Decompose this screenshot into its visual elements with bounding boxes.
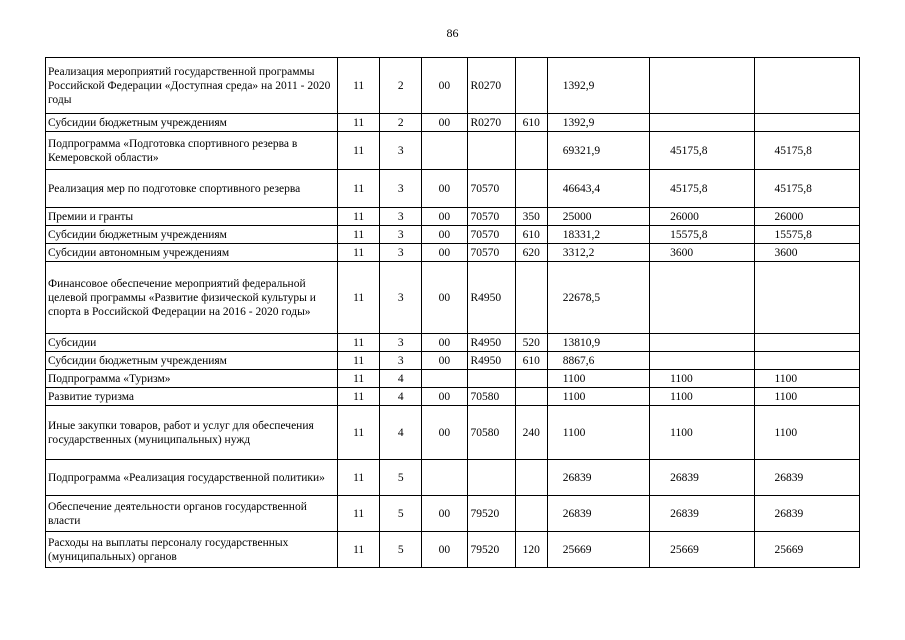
cell-amount-year2 [650,114,754,132]
cell-target-article [467,132,515,170]
cell-amount-year1: 1100 [547,388,649,406]
cell-subprogram [422,132,467,170]
cell-amount-year1: 26839 [547,496,649,532]
cell-amount-year2: 26839 [650,496,754,532]
table-row [46,170,860,208]
cell-amount-year2: 26839 [650,460,754,496]
cell-amount-year2: 45175,8 [650,170,754,208]
cell-name: Подпрограмма «Подготовка спортивного резерва в Кемеровской области» [46,132,338,170]
cell-amount-year1: 46643,4 [547,170,649,208]
cell-target-article: R0270 [467,114,515,132]
cell-subprogram [422,370,467,388]
cell-section: 11 [338,262,380,334]
table-row [46,58,860,114]
cell-subprogram: 00 [422,262,467,334]
cell-amount-year1: 26839 [547,460,649,496]
cell-amount-year2 [650,352,754,370]
cell-subsection: 3 [380,334,422,352]
cell-amount-year2: 15575,8 [650,226,754,244]
cell-amount-year1: 1392,9 [547,58,649,114]
cell-amount-year1: 22678,5 [547,262,649,334]
cell-amount-year1: 1100 [547,370,649,388]
cell-amount-year1: 3312,2 [547,244,649,262]
cell-section: 11 [338,334,380,352]
cell-target-article: 70570 [467,208,515,226]
cell-name: Расходы на выплаты персоналу государственных (муниципальных) органов [46,532,338,568]
cell-amount-year1: 13810,9 [547,334,649,352]
cell-target-article: R4950 [467,262,515,334]
cell-name: Подпрограмма «Реализация государственной политики» [46,460,338,496]
cell-section: 11 [338,208,380,226]
cell-name: Развитие туризма [46,388,338,406]
cell-subprogram: 00 [422,496,467,532]
table-row [46,334,860,352]
cell-amount-year2: 1100 [650,406,754,460]
table-row [46,226,860,244]
cell-amount-year3: 1100 [754,370,859,388]
cell-amount-year1: 1100 [547,406,649,460]
cell-section: 11 [338,532,380,568]
cell-subsection: 3 [380,226,422,244]
cell-amount-year3: 1100 [754,406,859,460]
cell-name: Подпрограмма «Туризм» [46,370,338,388]
cell-amount-year2: 1100 [650,370,754,388]
cell-target-article [467,370,515,388]
cell-subprogram: 00 [422,114,467,132]
budget-table [45,57,860,568]
cell-amount-year3 [754,352,859,370]
cell-expense-type [515,370,547,388]
cell-expense-type: 610 [515,352,547,370]
cell-expense-type [515,388,547,406]
cell-target-article: 79520 [467,532,515,568]
cell-section: 11 [338,352,380,370]
cell-target-article: 70570 [467,170,515,208]
cell-section: 11 [338,114,380,132]
cell-amount-year2: 26000 [650,208,754,226]
cell-section: 11 [338,58,380,114]
table-row [46,460,860,496]
cell-expense-type [515,58,547,114]
cell-subprogram: 00 [422,208,467,226]
cell-section: 11 [338,244,380,262]
cell-name: Иные закупки товаров, работ и услуг для обеспечения государственных (муниципальных) нужд [46,406,338,460]
cell-amount-year1: 8867,6 [547,352,649,370]
cell-subsection: 3 [380,352,422,370]
cell-amount-year3 [754,262,859,334]
cell-expense-type: 610 [515,114,547,132]
cell-expense-type [515,132,547,170]
cell-name: Реализация мероприятий государственной программы Российской Федерации «Доступная среда» на 2011 - 2020 годы [46,58,338,114]
cell-expense-type [515,496,547,532]
cell-section: 11 [338,460,380,496]
cell-amount-year3: 26839 [754,460,859,496]
cell-subprogram: 00 [422,532,467,568]
cell-name: Финансовое обеспечение мероприятий федеральной целевой программы «Развитие физической культуры и спорта в Российской Федерации на 2016 - 2020 годы» [46,262,338,334]
cell-amount-year3: 1100 [754,388,859,406]
cell-target-article: 70570 [467,226,515,244]
page-number: 86 [446,26,459,40]
cell-name: Обеспечение деятельности органов государственной власти [46,496,338,532]
cell-subsection: 5 [380,460,422,496]
cell-amount-year2: 3600 [650,244,754,262]
cell-amount-year2: 45175,8 [650,132,754,170]
table-row [46,406,860,460]
cell-expense-type [515,460,547,496]
cell-target-article: 70580 [467,406,515,460]
cell-subsection: 3 [380,208,422,226]
cell-amount-year3: 26000 [754,208,859,226]
table-body [46,58,860,568]
cell-amount-year3 [754,334,859,352]
cell-amount-year3 [754,58,859,114]
cell-section: 11 [338,406,380,460]
cell-target-article: R4950 [467,334,515,352]
cell-subprogram: 00 [422,226,467,244]
cell-amount-year3: 25669 [754,532,859,568]
cell-amount-year2 [650,58,754,114]
cell-subsection: 3 [380,132,422,170]
cell-section: 11 [338,226,380,244]
cell-expense-type: 620 [515,244,547,262]
cell-amount-year3: 45175,8 [754,132,859,170]
cell-target-article: R0270 [467,58,515,114]
cell-expense-type: 120 [515,532,547,568]
cell-subprogram: 00 [422,406,467,460]
cell-section: 11 [338,170,380,208]
cell-subprogram [422,460,467,496]
cell-expense-type: 520 [515,334,547,352]
cell-subsection: 3 [380,244,422,262]
table-row [46,388,860,406]
cell-amount-year3: 26839 [754,496,859,532]
cell-subprogram: 00 [422,334,467,352]
cell-name: Премии и гранты [46,208,338,226]
table-row [46,370,860,388]
cell-target-article: R4950 [467,352,515,370]
cell-amount-year1: 25669 [547,532,649,568]
cell-amount-year2: 25669 [650,532,754,568]
cell-subsection: 4 [380,370,422,388]
cell-amount-year3 [754,114,859,132]
cell-subprogram: 00 [422,388,467,406]
cell-subsection: 4 [380,406,422,460]
cell-subsection: 5 [380,496,422,532]
cell-section: 11 [338,370,380,388]
cell-subprogram: 00 [422,244,467,262]
cell-expense-type: 240 [515,406,547,460]
cell-section: 11 [338,496,380,532]
table-row [46,132,860,170]
cell-subsection: 3 [380,262,422,334]
cell-expense-type [515,170,547,208]
cell-expense-type: 350 [515,208,547,226]
cell-amount-year1: 1392,9 [547,114,649,132]
cell-target-article: 70570 [467,244,515,262]
cell-amount-year2 [650,334,754,352]
cell-amount-year2: 1100 [650,388,754,406]
cell-expense-type: 610 [515,226,547,244]
table-row [46,208,860,226]
cell-amount-year2 [650,262,754,334]
cell-subsection: 5 [380,532,422,568]
cell-name: Субсидии бюджетным учреждениям [46,352,338,370]
table-row [46,262,860,334]
table-row [46,496,860,532]
cell-amount-year3: 45175,8 [754,170,859,208]
cell-amount-year1: 25000 [547,208,649,226]
cell-name: Субсидии бюджетным учреждениям [46,226,338,244]
cell-amount-year1: 18331,2 [547,226,649,244]
table-row [46,532,860,568]
cell-name: Субсидии [46,334,338,352]
cell-subprogram: 00 [422,170,467,208]
cell-amount-year3: 15575,8 [754,226,859,244]
table-row [46,352,860,370]
cell-name: Субсидии автономным учреждениям [46,244,338,262]
cell-target-article: 70580 [467,388,515,406]
cell-subsection: 2 [380,114,422,132]
cell-subprogram: 00 [422,58,467,114]
cell-target-article: 79520 [467,496,515,532]
table-row [46,114,860,132]
cell-subsection: 2 [380,58,422,114]
cell-amount-year3: 3600 [754,244,859,262]
cell-subsection: 3 [380,170,422,208]
cell-subprogram: 00 [422,352,467,370]
cell-section: 11 [338,388,380,406]
cell-amount-year1: 69321,9 [547,132,649,170]
cell-name: Реализация мер по подготовке спортивного резерва [46,170,338,208]
cell-target-article [467,460,515,496]
table-row [46,244,860,262]
cell-expense-type [515,262,547,334]
cell-section: 11 [338,132,380,170]
cell-name: Субсидии бюджетным учреждениям [46,114,338,132]
cell-subsection: 4 [380,388,422,406]
